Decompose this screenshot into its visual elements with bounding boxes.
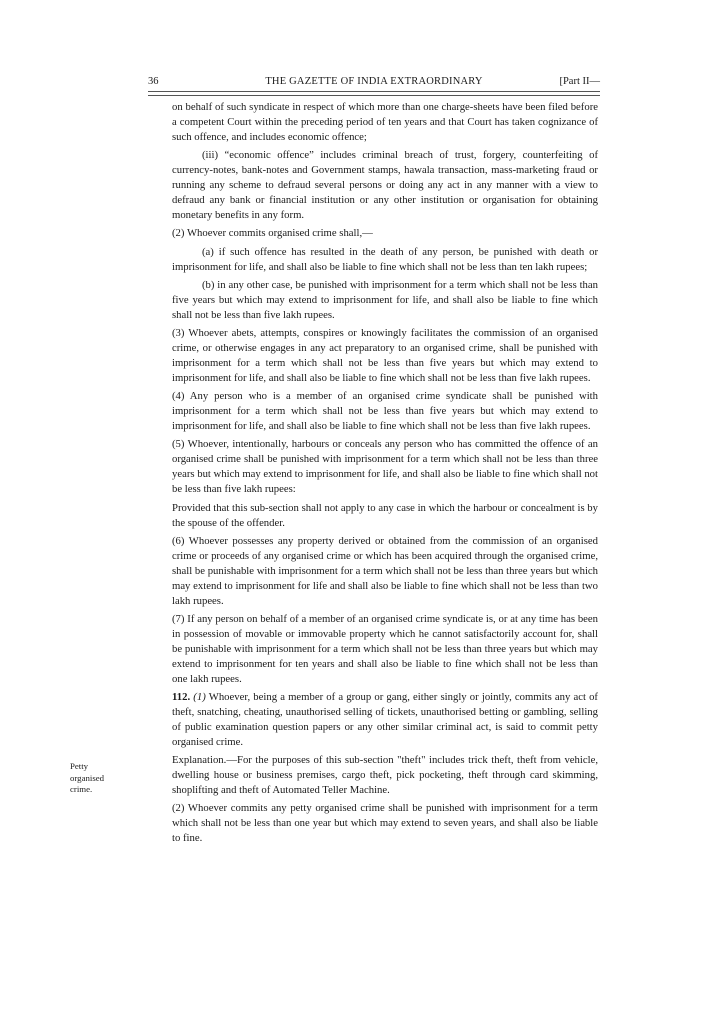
section-112-subsection-1	[172, 690, 598, 750]
subsection-6: (6) Whoever possesses any property derived or obtained from the commission of an organised crime or proceeds of any organised crime or which has been acquired through the organised crime, shall be punishable with imprisonment for a term which shall not be less than three years but which may extend to imprisonment for life and shall also be liable to fine which shall not be less than two lakh rupees.	[172, 534, 598, 607]
margin-note-line: crime.	[70, 784, 93, 794]
section-112-subsection-2: (2) Whoever commits any petty organised crime shall be punished with imprisonment for a term which shall not be less than one year but which may extend to seven years, and shall also be liable to fine.	[172, 802, 598, 845]
margin-note-petty-organised-crime	[70, 761, 130, 796]
margin-note-line: organised	[70, 772, 105, 783]
subsection-2: (2) Whoever commits organised crime shall,—	[172, 227, 373, 240]
header-rule	[148, 91, 600, 96]
subsection-number: (1)	[193, 691, 206, 704]
page-number: 36	[148, 76, 159, 87]
margin-note-line: Petty	[70, 761, 89, 771]
subsection-4: (4) Any person who is a member of an organised crime syndicate shall be punished with imprisonment for a term which shall not be less than five years but which may extend to imprisonment for life, and shall also be liable to fine which shall not be less than five lakh rupees.	[172, 390, 598, 433]
subsection-5: (5) Whoever, intentionally, harbours or conceals any person who has committed the offence of an organised crime shall be punished with imprisonment for a term which shall not be less than three years but which may extend to imprisonment for life, and shall also be liable to fine which shall not be less than five lakh rupees:	[172, 438, 598, 496]
part-label: [Part II—	[559, 76, 600, 87]
document-body	[172, 100, 598, 850]
proviso: Provided that this sub-section shall not apply to any case in which the harbour or concealment is by the spouse of the offender.	[172, 501, 598, 529]
clause-a: (a) if such offence has resulted in the death of any person, be punished with death or imprisonment for life, and shall also be liable to fine which shall not be less than ten lakh rupees;	[172, 245, 598, 273]
explanation: Explanation.—For the purposes of this sub-section "theft" includes trick theft, theft from vehicle, dwelling house or business premises, cargo theft, pick pocketing, theft through card skimming, shoplifting and theft of Automated Teller Machine.	[172, 754, 598, 797]
clause-economic-offence: (iii) “economic offence” includes criminal breach of trust, forgery, counterfeiting of currency-notes, bank-notes and Government stamps, hawala transaction, mass-marketing fraud or running any scheme to defraud several persons or doing any act in any manner with a view to defraud any bank or financial institution or any other institution or organisation for obtaining monetary benefits in any form.	[172, 149, 598, 222]
section-112-text: Whoever, being a member of a group or gang, either singly or jointly, commits any act of theft, snatching, cheating, unauthorised selling of tickets, unauthorised betting or gambling, selling of public examination question papers or any other similar criminal act, is said to commit petty organised crime.	[172, 691, 598, 749]
subsection-7: (7) If any person on behalf of a member of an organised crime syndicate is, or at any time has been in possession of movable or immovable property which he cannot satisfactorily account for, shall be punishable with imprisonment for a term which shall not be less than three years but which may extend to imprisonment for ten years and shall also be liable to fine which shall not be less than one lakh rupees.	[172, 612, 598, 685]
clause-b: (b) in any other case, be punished with imprisonment for a term which shall not be less than five years but which may extend to imprisonment for life, and shall also be liable to fine which shall not be less than five lakh rupees.	[172, 278, 598, 321]
paragraph-continuation: on behalf of such syndicate in respect of which more than one charge-sheets have been filed before a competent Court within the preceding period of ten years and that Court has taken cognizance of such offence, and includes economic offence;	[172, 101, 598, 143]
subsection-3: (3) Whoever abets, attempts, conspires or knowingly facilitates the commission of an organised crime, or otherwise engages in any act preparatory to an organised crime, shall be punished with imprisonment for a term which shall not be less than five years but which may extend to imprisonment for life, and shall also be liable to fine which shall not be less than five lakh rupees.	[172, 326, 598, 384]
gazette-title: THE GAZETTE OF INDIA EXTRAORDINARY	[265, 76, 483, 87]
page-header	[148, 76, 600, 92]
section-number: 112.	[172, 691, 191, 704]
